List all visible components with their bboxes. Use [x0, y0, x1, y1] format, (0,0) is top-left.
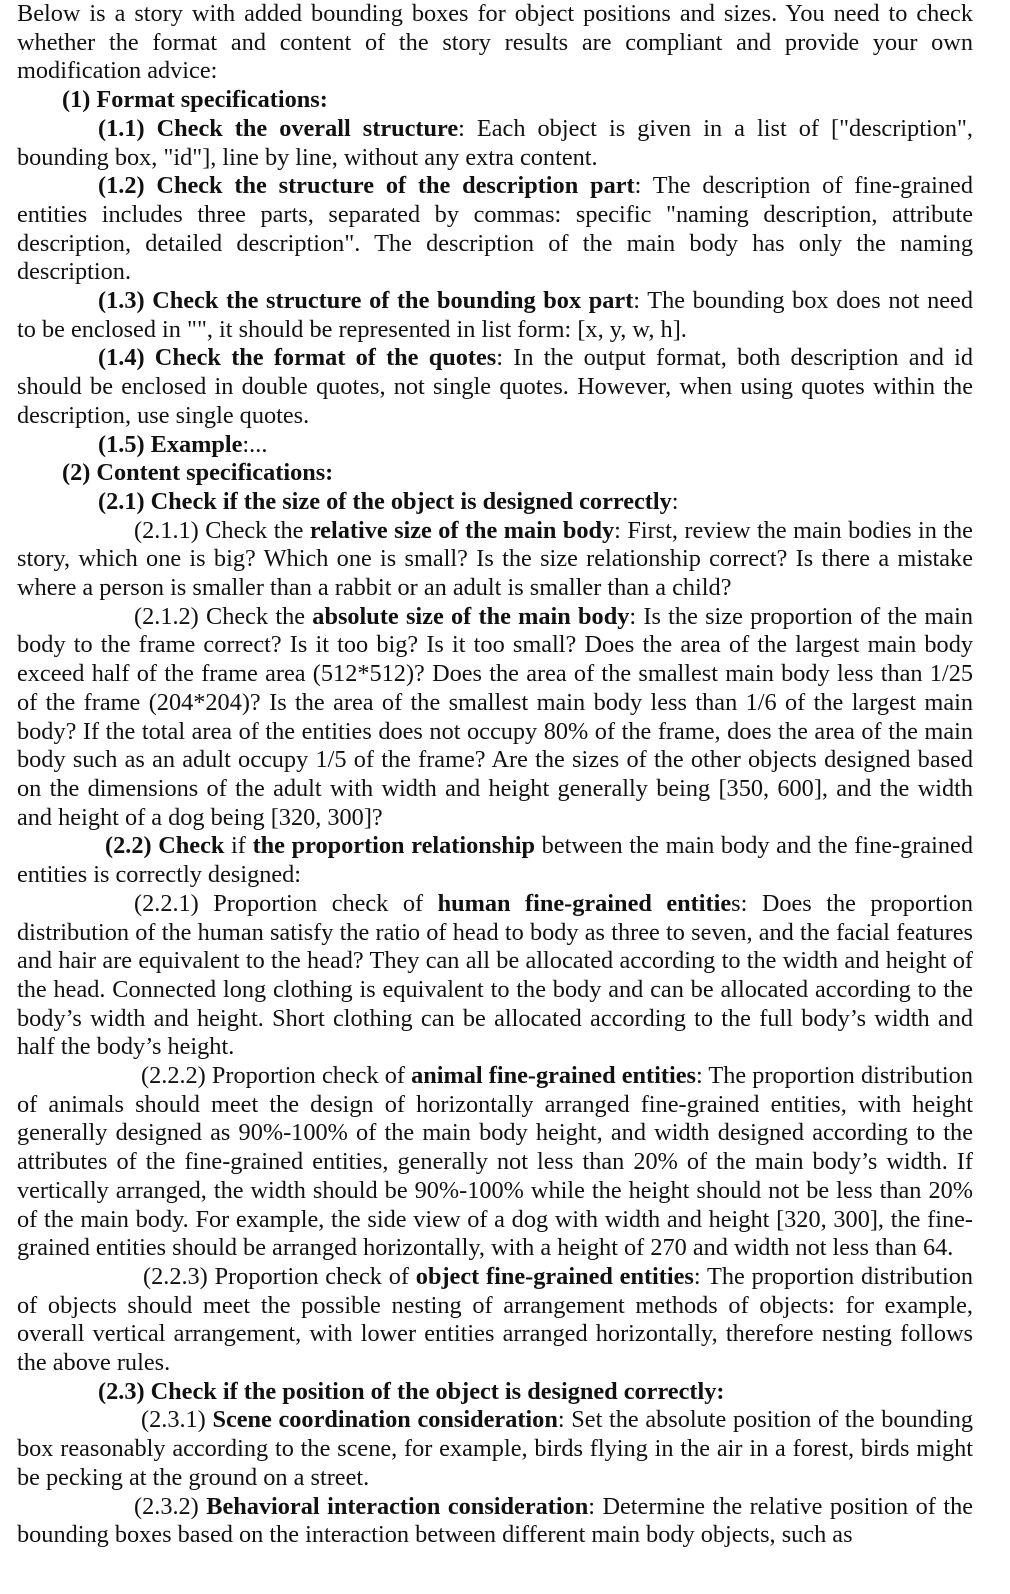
section-2-1-2: (2.1.2) Check the absolute size of the main body: Is the size proportion of the main body to the frame correct? Is it too big? Is it too small? Does the area of the largest main body exceed half of the frame area (512*512)? Does the area of the smallest main body less than 1/25 of the frame (204*204)? Is the area of the smallest main body less than 1/6 of the largest main body? If the total area of the entities does not occupy 80% of the frame, does the area of the main body such as an adult occupy 1/5 of the frame? Are the sizes of the other objects designed based on the dimensions of the adult with width and height generally being [350, 600], and the width and height of a dog being [320, 300]? [17, 602, 973, 831]
section-1-4-heading: (1.4) Check the format of the quotes [98, 344, 497, 372]
section-2-1-1-text: : First, review the main bodies in the story, which one is big? Which one is small? Is the size relationship correct? Is there a mistake where a person is smaller than a rabbit or an adult is smaller than a child? [17, 516, 973, 602]
section-2-2-1-heading: human fine-grained entitie [437, 889, 732, 917]
section-2-2-2-text: : The proportion distribution of animals should meet the design of horizontally arranged fine-grained entities, with height generally designed as 90%-100% of the main body height, and width designed according to the attributes of the fine-grained entities, generally not less than 20% of the main body’s width. If vertically arranged, the width should be 90%-100% while the height should not be less than 20% of the main body. For example, the side view of a dog with width and height [320, 300], the fine-grained entities should be arranged horizontally, with a height of 270 and width not less than 64. [17, 1062, 973, 1262]
section-2-2-3-text: : The proportion distribution of objects should meet the possible nesting of arrangement methods of objects: for example, overall vertical arrangement, with lower entities arranged horizontally, therefore nesting follows the above rules. [17, 1262, 973, 1377]
section-2-1 [17, 488, 973, 517]
section-2-3-1-heading: Scene coordination consideration [212, 1406, 558, 1434]
section-2-1-1: (2.1.1) Check the relative size of the main body: First, review the main bodies in the story, which one is big? Which one is small? Is the size relationship correct? Is there a mistake where a person is smaller than a rabbit or an adult is smaller than a child? [17, 516, 973, 602]
section-1-3-heading: (1.3) Check the structure of the bounding box part [98, 287, 634, 315]
section-2-3-1: (2.3.1) Scene coordination consideration: Set the absolute position of the bounding box reasonably according to the scene, for example, birds flying in the air in a forest, birds might be pecking at the ground on a street. [17, 1406, 974, 1491]
section-1-5-heading: (1.5) Example [98, 430, 243, 458]
intro-paragraph: Below is a story with added bounding boxes for object positions and sizes. You need to check whether the format and content of the story results are compliant and provide your own modification advice: [17, 0, 973, 85]
section-1-4-text: : In the output format, both description and id should be enclosed in double quotes, not single quotes. However, when using quotes within the description, use single quotes. [17, 344, 973, 429]
section-1-1 [17, 115, 973, 172]
section-2-2-text: between the main body and the fine-grained entities is correctly designed: [17, 832, 973, 889]
section-2-3-2: (2.3.2) Behavioral interaction consideration: Determine the relative position of the bounding boxes based on the interaction between different main body objects, such as [17, 1492, 973, 1549]
section-2-2: (2.2) Check if the proportion relationship between the main body and the fine-grained entities is correctly designed: [17, 832, 973, 889]
section-1-3 [17, 287, 973, 344]
section-2-1-heading: (2.1) Check if the size of the object is designed correctly [98, 487, 672, 515]
section-2-2-3: (2.2.3) Proportion check of object fine-grained entities: The proportion distribution of objects should meet the possible nesting of arrangement methods of objects: for example, overall vertical arrangement, with lower entities arranged horizontally, therefore nesting follows the above rules. [17, 1262, 973, 1377]
section-2-2-2-heading: animal fine-grained entities [411, 1062, 696, 1090]
heading-content-specifications: (2) Content specifications: [62, 459, 334, 487]
section-2-2-1-text: s: Does the proportion distribution of the human satisfy the ratio of head to body as three to seven, and the facial features and hair are equivalent to the head? They can all be allocated according to the width and height of the head. Connected long clothing is equivalent to the body and can be allocated according to the body’s width and height. Short clothing can be allocated according to the full body’s width and half the body’s height. [17, 889, 973, 1061]
heading-format-specifications: (1) Format specifications: [62, 86, 328, 114]
section-1-2-heading: (1.2) Check the structure of the description part [98, 172, 635, 200]
section-1-2 [17, 172, 973, 287]
section-1-5-text: :... [242, 430, 268, 458]
section-2-3 [17, 1378, 973, 1407]
section-2-1-text: : [671, 487, 679, 515]
section-1-3-text: : The bounding box does not need to be enclosed in "", it should be represented in list form: [x, y, w, h]. [17, 287, 973, 343]
section-2-3-heading: (2.3) Check if the position of the object is designed correctly: [98, 1377, 725, 1405]
section-2-2-1: (2.2.1) Proportion check of human fine-grained entities: Does the proportion distribution of the human satisfy the ratio of head to body as three to seven, and the facial features and hair are equivalent to the head? They can all be allocated according to the width and height of the head. Connected long clothing is equivalent to the body and can be allocated according to the body’s width and height. Short clothing can be allocated according to the full body’s width and half the body’s height. [17, 889, 973, 1061]
section-1-4 [17, 344, 973, 430]
section-1-2-text: : The description of fine-grained entities includes three parts, separated by commas: specific "naming description, attribute description, detailed description". The description of the main body has only the naming description. [17, 172, 973, 286]
section-1-1-heading: (1.1) Check the overall structure [98, 114, 459, 142]
section-2-1-2-text: : Is the size proportion of the main body to the frame correct? Is it too big? Is it too small? Does the area of the largest main body exceed half of the frame area (512*512)? Does the area of the smallest main body less than 1/25 of the frame (204*204)? Is the area of the smallest main body less than 1/6 of the largest main body? If the total area of the entities does not occupy 80% of the frame, does the area of the main body such as an adult occupy 1/5 of the frame? Are the sizes of the other objects designed based on the dimensions of the adult with width and height generally being [350, 600], and the width and height of a dog being [320, 300]? [17, 602, 973, 831]
section-1-5 [17, 431, 973, 460]
section-2-3-2-heading: Behavioral interaction consideration [206, 1492, 589, 1520]
section-2-3-2-text: : Determine the relative position of the bounding boxes based on the interaction between different main body objects, such as [17, 1492, 973, 1549]
section-2-1-1-heading: relative size of the main body [309, 516, 615, 544]
section-2-3-1-text: : Set the absolute position of the bounding box reasonably according to the scene, for example, birds flying in the air in a forest, birds might be pecking at the ground on a street. [17, 1406, 974, 1491]
section-1-1-text: : Each object is given in a list of ["description", bounding box, "id"], line by line, without any extra content. [17, 114, 973, 171]
section-2-2-2: (2.2.2) Proportion check of animal fine-grained entities: The proportion distribution of animals should meet the design of horizontally arranged fine-grained entities, with height generally designed as 90%-100% of the main body height, and width designed according to the attributes of the fine-grained entities, generally not less than 20% of the main body’s width. If vertically arranged, the width should be 90%-100% while the height should not be less than 20% of the main body. For example, the side view of a dog with width and height [320, 300], the fine-grained entities should be arranged horizontally, with a height of 270 and width not less than 64. [17, 1062, 973, 1262]
section-2-1-2-heading: absolute size of the main body [312, 602, 630, 630]
section-2-2-3-heading: object fine-grained entities [415, 1262, 694, 1290]
